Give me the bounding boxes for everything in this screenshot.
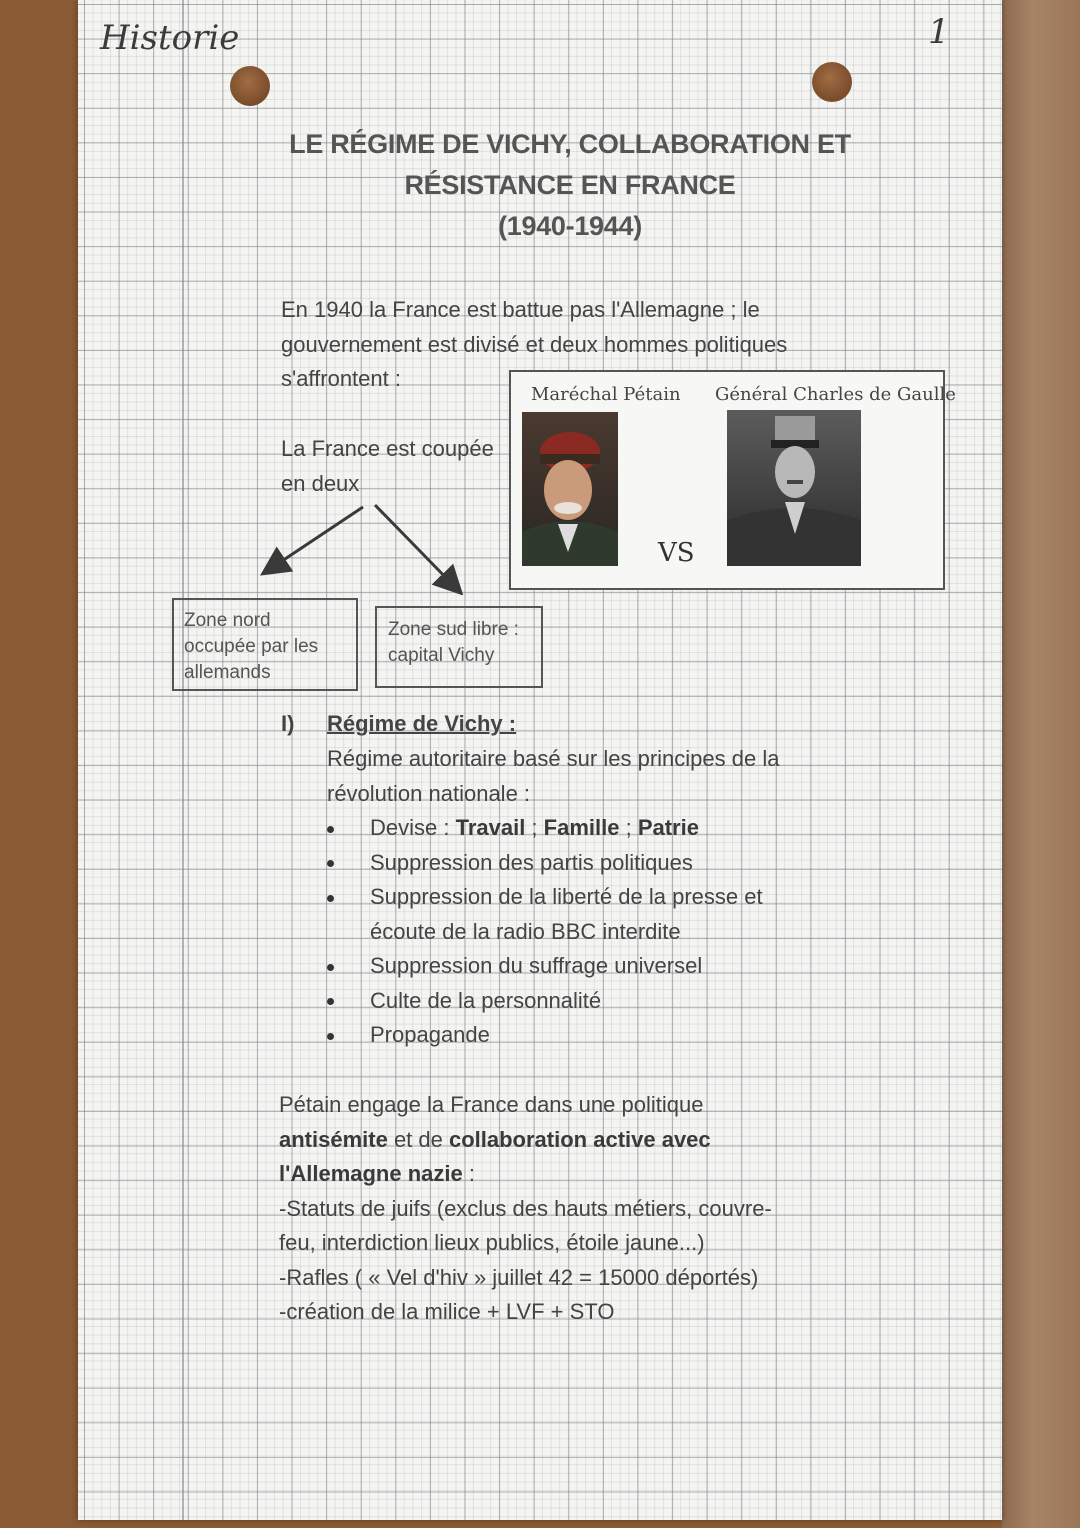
- section-1-number: I): [281, 711, 295, 736]
- south-zone-line-2: capital Vichy: [388, 645, 495, 666]
- bullet-item-culte: [327, 984, 763, 1019]
- punch-hole-left: [230, 66, 270, 106]
- bullet-dot: [327, 895, 334, 902]
- title-line-1: LE RÉGIME DE VICHY, COLLABORATION ET: [289, 129, 851, 159]
- de-gaulle-portrait: [727, 410, 861, 566]
- collab-line-5: feu, interdiction lieux publics, étoile jaune...): [279, 1230, 705, 1255]
- section-1-bullet-list: [327, 811, 763, 1053]
- figures-comparison-box: [509, 370, 956, 590]
- north-zone-line-3: allemands: [184, 662, 271, 683]
- devise-separator-1: ;: [525, 815, 544, 840]
- collaboration-paragraph: [279, 1088, 772, 1330]
- bullet-dot: [327, 1033, 334, 1040]
- bullet-item-devise: [327, 811, 763, 846]
- bullet-text: écoute de la radio BBC interdite: [370, 918, 681, 944]
- bullet-item-presse-continued: [327, 915, 763, 950]
- versus-label: VS: [658, 538, 695, 568]
- devise-word-3: Patrie: [637, 815, 699, 840]
- bullet-text: Suppression du suffrage universel: [370, 953, 703, 978]
- north-zone-line-1: Zone nord: [184, 610, 271, 631]
- page-number-handwritten: 1: [928, 12, 950, 52]
- collab-line-7: -création de la milice + LVF + STO: [279, 1299, 615, 1324]
- section-1-heading-text: Régime de Vichy :: [327, 711, 517, 736]
- devise-separator-2: ;: [619, 815, 638, 840]
- bullet-item-suffrage: [327, 949, 763, 984]
- title-line-2: RÉSISTANCE EN FRANCE: [404, 170, 736, 200]
- intro-line-2: gouvernement est divisé et deux hommes politiques: [281, 331, 788, 357]
- collab-bold-allemagne: l'Allemagne nazie: [279, 1161, 463, 1186]
- section-1-heading: [327, 707, 516, 742]
- section-1-desc-line-1: Régime autoritaire basé sur les principes de la: [327, 746, 780, 771]
- section-1-description: [327, 742, 779, 811]
- south-zone-line-1: Zone sud libre :: [388, 619, 519, 640]
- collab-colon: :: [462, 1161, 475, 1186]
- devise-prefix: Devise :: [370, 815, 456, 840]
- collab-line-2: [279, 1123, 772, 1158]
- de-gaulle-portrait-illustration: [727, 410, 861, 566]
- bullet-dot: [327, 964, 334, 971]
- collab-line-1: Pétain engage la France dans une politique: [279, 1092, 704, 1117]
- bullet-dot: [327, 998, 334, 1005]
- bullet-item-partis: [327, 846, 763, 881]
- collab-mid: et de: [387, 1126, 449, 1152]
- bullet-text: Propagande: [370, 1022, 490, 1047]
- bullet-dot: [327, 826, 334, 833]
- bullet-text: Culte de la personnalité: [370, 987, 602, 1013]
- collab-line-6: -Rafles ( « Vel d'hiv » juillet 42 = 15000 déportés): [279, 1264, 759, 1290]
- devise-word-2: Famille: [543, 815, 620, 840]
- south-zone-box: [375, 606, 543, 688]
- split-arrows: [250, 495, 480, 595]
- devise-word-1: Travail: [455, 815, 526, 840]
- punch-hole-right: [812, 62, 852, 102]
- split-statement: [281, 432, 494, 501]
- split-line-2: en deux: [281, 470, 360, 496]
- bullet-item-presse: [327, 880, 763, 915]
- north-zone-line-2: occupée par les: [184, 636, 319, 657]
- north-zone-box: [172, 598, 358, 691]
- bullet-item-propagande: [327, 1018, 763, 1053]
- collab-line-4: -Statuts de juifs (exclus des hauts métiers, couvre-: [279, 1195, 772, 1221]
- desk-background: [1002, 0, 1080, 1528]
- arrow-to-south-zone: [375, 505, 455, 587]
- bullet-dot: [327, 860, 334, 867]
- title-line-3: (1940-1944): [498, 211, 642, 241]
- subject-handwritten: Historie: [100, 18, 240, 58]
- intro-line-3: s'affrontent :: [281, 366, 401, 391]
- split-line-1: La France est coupée: [281, 436, 494, 461]
- arrow-to-north-zone: [270, 507, 363, 569]
- section-1-desc-line-2: révolution nationale :: [327, 780, 531, 806]
- bullet-text: Suppression des partis politiques: [370, 849, 693, 875]
- petain-portrait: [522, 412, 618, 566]
- collab-bold-antisemite: antisémite: [279, 1126, 388, 1152]
- bullet-text: Suppression de la liberté de la presse et: [370, 884, 763, 909]
- margin-line: [182, 0, 184, 1520]
- intro-line-1: En 1940 la France est battue pas l'Allemagne ; le: [281, 297, 760, 322]
- collab-line-3: [279, 1157, 772, 1192]
- collab-bold-collaboration: collaboration active avec: [448, 1126, 711, 1152]
- petain-caption: Maréchal Pétain: [531, 384, 681, 405]
- page-title: [200, 124, 940, 247]
- de-gaulle-caption: Général Charles de Gaulle: [715, 384, 956, 405]
- petain-portrait-illustration: [522, 412, 618, 566]
